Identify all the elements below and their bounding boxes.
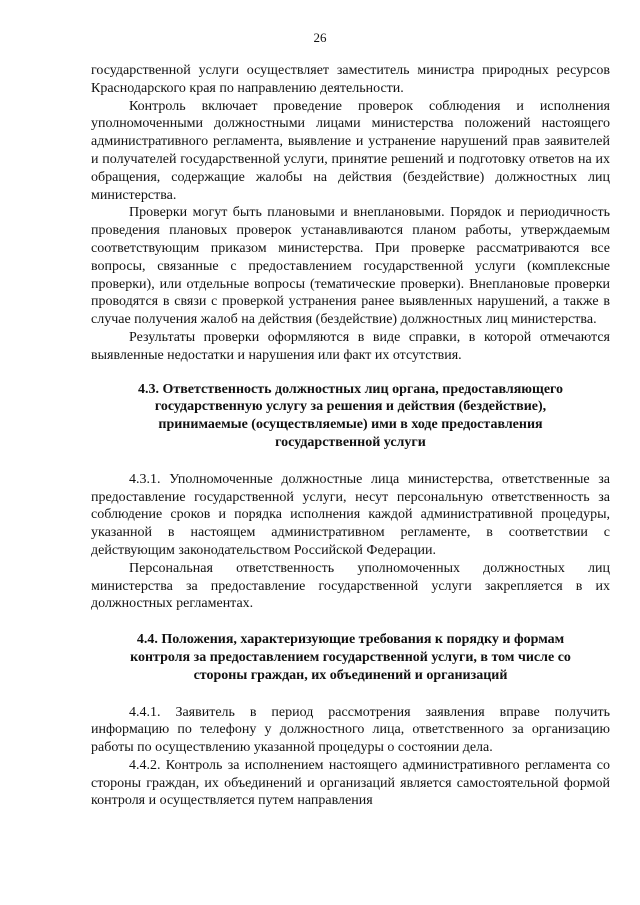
paragraph-4-4-2: 4.4.2. Контроль за исполнением настоящего административного регламента со стороны граждан, их объединений и организаций является самостоятельной формой контроля и осуществляется путем направления <box>91 757 610 809</box>
paragraph-control-scope: Контроль включает проведение проверок соблюдения и исполнения уполномоченными должностными лицами министерства положений настоящего административного регламента, выявление и устранение нарушений прав заявителей и получателей государственной услуги, принятие решений и подготовку ответов на их обращения, содержащие жалобы на действия (бездействие) должностных лиц министерства. <box>91 98 610 203</box>
section-heading-4-4: 4.4. Положения, характеризующие требования к порядку и формам контроля за предоставлением государственной услуги, в том числе со стороны граждан, их объединений и организаций <box>130 632 571 683</box>
page-number: 26 <box>313 30 327 45</box>
paragraph-personal-responsibility: Персональная ответственность уполномоченных должностных лиц министерства за предоставление государственной услуги закрепляется в их должностных регламентах. <box>91 560 610 612</box>
paragraph-continuation: государственной услуги осуществляет заместитель министра природных ресурсов Краснодарского края по направлению деятельности. <box>91 63 610 96</box>
document-body <box>91 62 610 810</box>
paragraph-inspections: Проверки могут быть плановыми и внеплановыми. Порядок и периодичность проведения плановых проверок устанавливаются планом работы, утверждаемым соответствующим приказом министерства. При проверке рассматриваются все вопросы, связанные с предоставлением государственной услуги (комплексные проверки), или отдельные вопросы (тематические проверки). Внеплановые проверки проводятся в связи с проверкой устранения ранее выявленных нарушений, а также в случае получения жалоб на действия (бездействие) должностных лиц министерства. <box>91 205 610 328</box>
paragraph-4-3-1: 4.3.1. Уполномоченные должностные лица министерства, ответственные за предоставление государственной услуги, несут персональную ответственность за соблюдение сроков и порядка исполнения каждой административной процедуры, указанной в настоящем административном регламенте, в соответствии с действующим законодательством Российской Федерации. <box>91 471 610 558</box>
section-heading-4-3: 4.3. Ответственность должностных лиц органа, предоставляющего государственную услугу за решения и действия (бездействие), принимаемые (осуществляемые) ими в ходе предоставления государственной услуги <box>137 381 564 450</box>
paragraph-4-4-1: 4.4.1. Заявитель в период рассмотрения заявления вправе получить информацию по телефону у должностного лица, ответственного за организацию работы по осуществлению указанной процедуры о состоянии дела. <box>91 704 610 756</box>
paragraph-inspection-results: Результаты проверки оформляются в виде справки, в которой отмечаются выявленные недостатки и нарушения или факт их отсутствия. <box>91 329 610 363</box>
